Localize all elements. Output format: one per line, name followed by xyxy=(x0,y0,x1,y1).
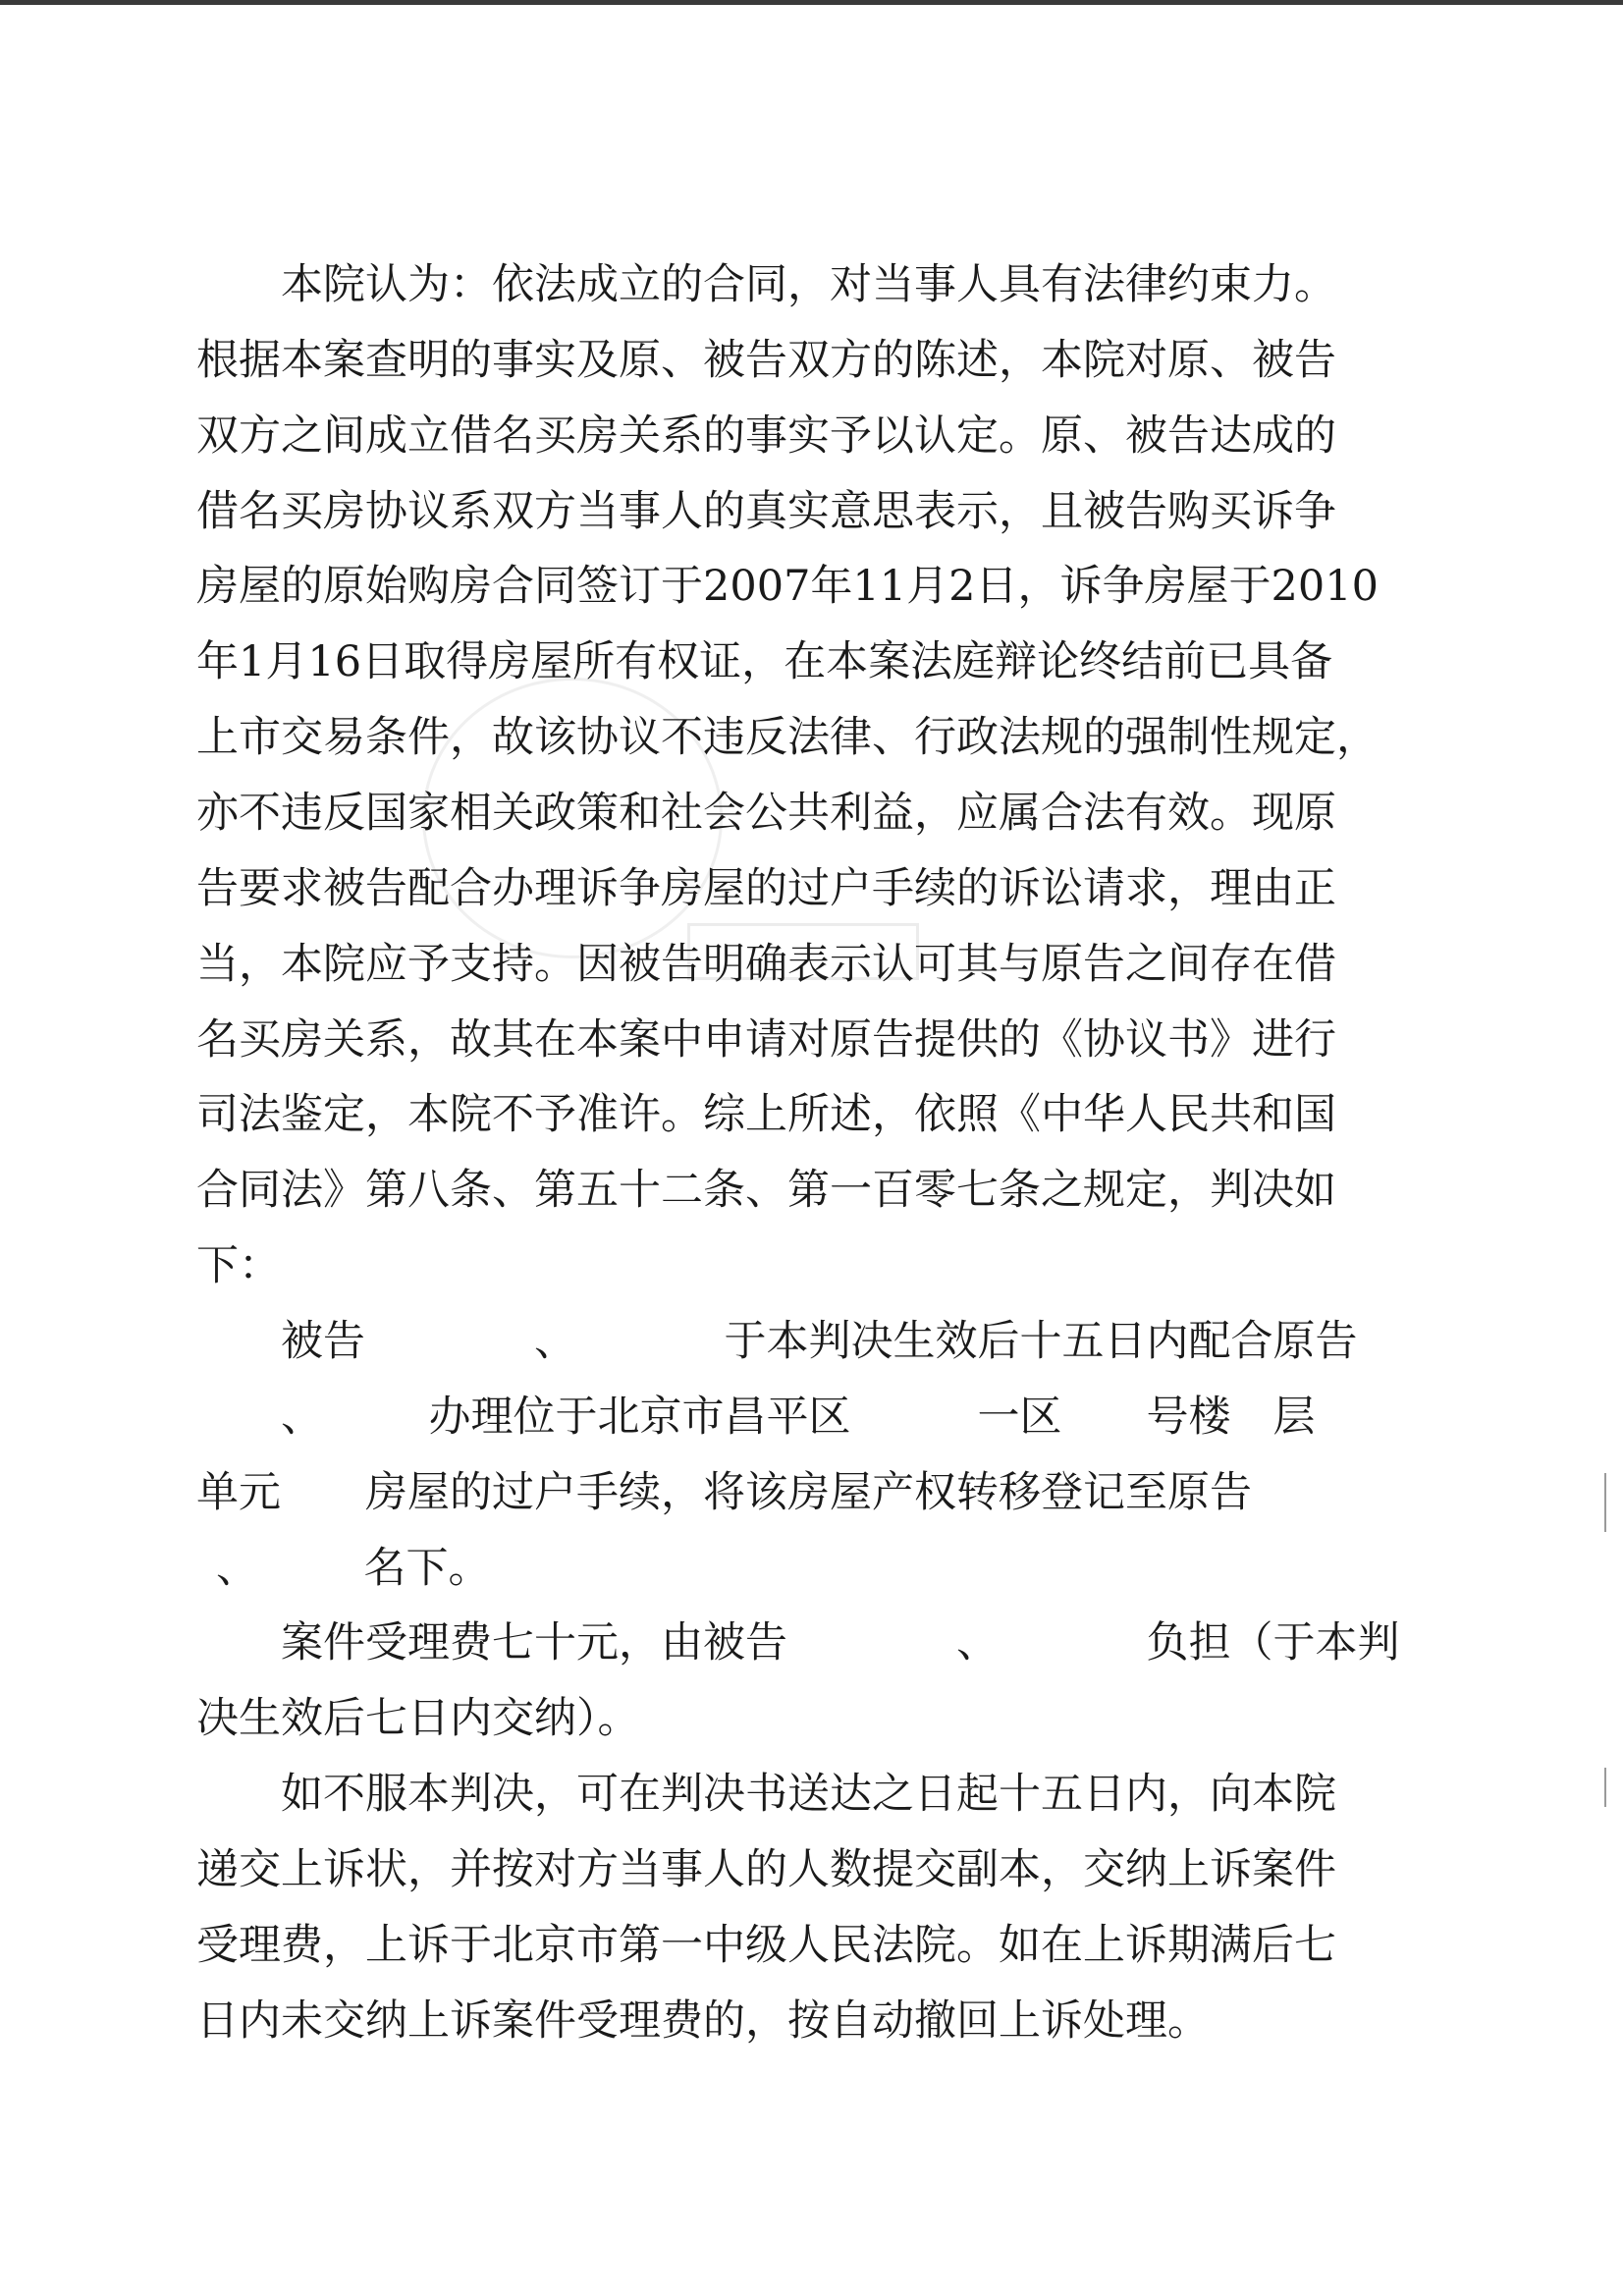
text-line: 、 办理位于北京市昌平区 一区 号楼 层 xyxy=(281,1393,1316,1442)
text-line: 年1月16日取得房屋所有权证，在本案法庭辩论终结前已具备 xyxy=(196,637,1333,686)
text-line: 名买房关系，故其在本案中申请对原告提供的《协议书》进行 xyxy=(196,1015,1336,1065)
text-line: 日内未交纳上诉案件受理费的，按自动撤回上诉处理。 xyxy=(196,1996,1210,2046)
text-line: 被告 、 于本判决生效后十五日内配合原告 xyxy=(281,1317,1358,1366)
text-line: 合同法》第八条、第五十二条、第一百零七条之规定，判决如 xyxy=(196,1166,1336,1215)
text-line: 房屋的原始购房合同签订于2007年11月2日，诉争房屋于2010 xyxy=(196,562,1379,611)
page-top-border xyxy=(0,0,1623,5)
text-line: 决生效后七日内交纳）。 xyxy=(196,1694,640,1743)
text-line: 下： xyxy=(196,1241,281,1290)
text-line: 受理费，上诉于北京市第一中级人民法院。如在上诉期满后七 xyxy=(196,1921,1336,1970)
scan-edge-mark xyxy=(1604,1768,1606,1807)
text-line: 、 名下。 xyxy=(216,1544,491,1593)
text-line: 根据本案查明的事实及原、被告双方的陈述，本院对原、被告 xyxy=(196,336,1336,385)
text-line: 递交上诉状，并按对方当事人的人数提交副本，交纳上诉案件 xyxy=(196,1845,1336,1894)
text-line: 单元 房屋的过户手续，将该房屋产权转移登记至原告 xyxy=(196,1468,1252,1517)
text-line: 当，本院应予支持。因被告明确表示认可其与原告之间存在借 xyxy=(196,940,1336,989)
text-line: 如不服本判决，可在判决书送达之日起十五日内，向本院 xyxy=(281,1770,1336,1819)
scan-edge-mark xyxy=(1604,1473,1606,1532)
text-line: 本院认为：依法成立的合同，对当事人具有法律约束力。 xyxy=(281,260,1336,309)
text-line: 告要求被告配合办理诉争房屋的过户手续的诉讼请求，理由正 xyxy=(196,864,1336,913)
text-line: 双方之间成立借名买房关系的事实予以认定。原、被告达成的 xyxy=(196,411,1336,461)
text-line: 借名买房协议系双方当事人的真实意思表示，且被告购买诉争 xyxy=(196,487,1336,536)
text-line: 亦不违反国家相关政策和社会公共利益，应属合法有效。现原 xyxy=(196,789,1336,838)
text-line: 案件受理费七十元，由被告 、 负担（于本判 xyxy=(281,1618,1400,1667)
text-line: 上市交易条件，故该协议不违反法律、行政法规的强制性规定， xyxy=(196,713,1379,762)
text-line: 司法鉴定，本院不予准许。综上所述，依照《中华人民共和国 xyxy=(196,1090,1336,1139)
